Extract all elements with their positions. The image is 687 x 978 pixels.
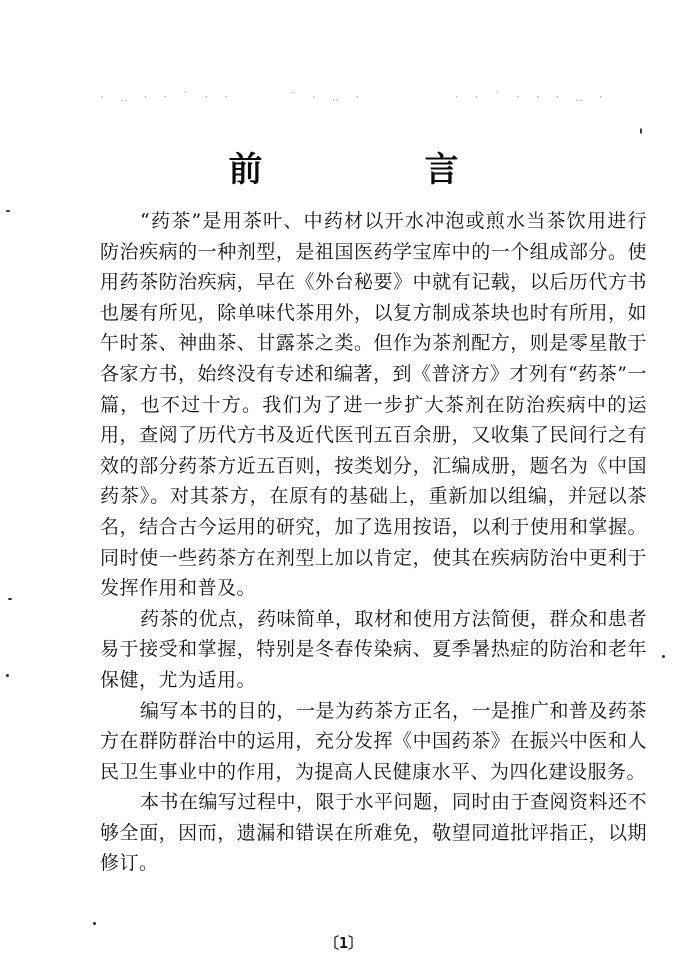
page-number: 〔1〕 <box>323 934 364 952</box>
page-title: 前 言 <box>228 150 523 190</box>
scan-speck <box>93 922 96 925</box>
preface-body <box>100 206 647 879</box>
scan-noise: ˙ · ‥ · <box>290 90 366 104</box>
paragraph: 编写本书的目的，一是为药茶方正名，一是推广和普及药茶方在群防群治中的运用，充分发挥《中国药茶》在振兴中医和人民卫生事业中的作用，为提高人民健康水平、为四化建设服务。 <box>100 699 648 783</box>
scan-noise: · ‥ · · ˙ · · <box>100 90 234 104</box>
scan-speck <box>8 598 12 600</box>
scan-noise: · · ˙ · · · ‥ · <box>455 90 609 104</box>
scan-speck <box>662 655 665 658</box>
paragraph: 本书在编写过程中，限于水平问题，同时由于查阅资料还不够全面，因而，遗漏和错误在所难免，敬望同道批评指正，以期修订。 <box>100 791 648 875</box>
scan-speck <box>6 210 10 212</box>
scan-speck <box>6 674 9 677</box>
paragraph: “药茶”是用茶叶、中药材以开水冲泡或煎水当茶饮用进行防治疾病的一种剂型，是祖国医药学宝库中的一个组成部分。使用药茶防治疾病，早在《外台秘要》中就有记载，以后历代方书也屡有所见，除单味代茶用外，以复方制成茶块也时有所用，如午时茶、神曲茶、甘露茶之类。但作为茶剂配方，则是零星散于各家方书，始终没有专述和编著，到《普济方》才列有“药茶”一篇，也不过十方。我们为了进一步扩大茶剂在防治疾病中的运用，查阅了历代方书及近代医刊五百余册，又收集了民间行之有效的部分药茶方近五百则，按类划分，汇编成册，题名为《中国药茶》。对其茶方，在原有的基础上，重新加以组编，并冠以茶名，结合古今运用的研究，加了选用按语，以利于使用和掌握。同时使一些药茶方在剂型上加以肯定，使其在疾病防治中更利于发挥作用和普及。 <box>100 210 647 600</box>
paragraph: 药茶的优点，药味简单，取材和使用方法简便，群众和患者易于接受和掌握，特别是冬春传染病、夏季暑热症的防治和老年保健，尤为适用。 <box>100 607 648 691</box>
scan-speck <box>640 128 642 134</box>
